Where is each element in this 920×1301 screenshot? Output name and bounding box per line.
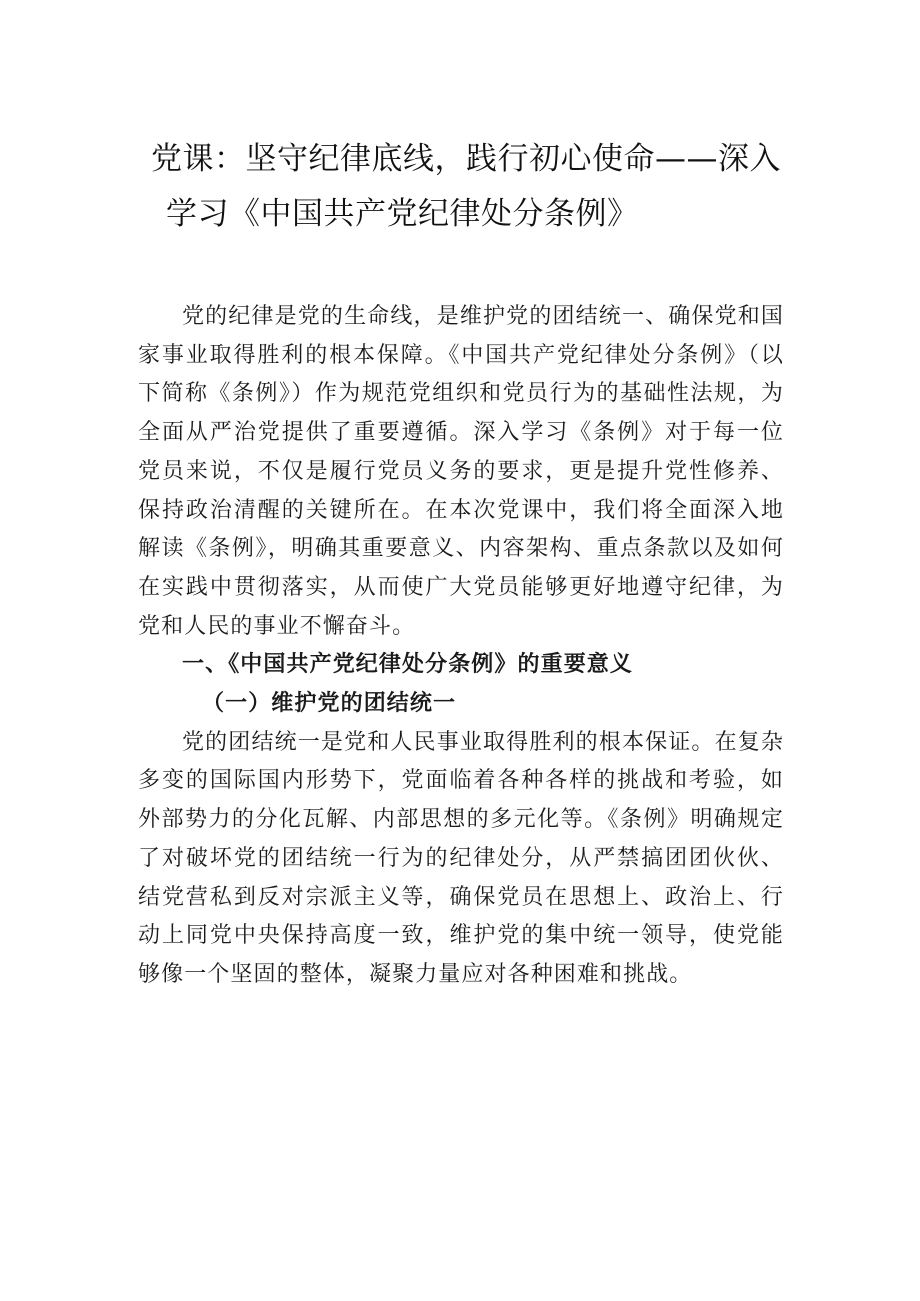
subsection-paragraph: 党的团结统一是党和人民事业取得胜利的根本保证。在复杂多变的国际国内形势下，党面临着各种各样的挑战和考验，如外部势力的分化瓦解、内部思想的多元化等。《条例》明确规定了对破坏党的团结统一行为的纪律处分，从严禁搞团团伙伙、结党营私到反对宗派主义等，确保党员在思想上、政治上、行动上同党中央保持高度一致，维护党的集中统一领导，使党能够像一个坚固的整体，凝聚力量应对各种困难和挑战。 (138, 729, 784, 987)
document-title (120, 132, 800, 242)
title-line-2: 学习《中国共产党纪律处分条例》 (166, 196, 639, 232)
intro-paragraph: 党的纪律是党的生命线，是维护党的团结统一、确保党和国家事业取得胜利的根本保障。《中国共产党纪律处分条例》（以下简称《条例》）作为规范党组织和党员行为的基础性法规，为全面从严治党提供了重要遵循。深入学习《条例》对于每一位党员来说，不仅是履行党员义务的要求，更是提升党性修养、保持政治清醒的关键所在。在本次党课中，我们将全面深入地解读《条例》，明确其重要意义、内容架构、重点条款以及如何在实践中贯彻落实，从而使广大党员能够更好地遵守纪律，为党和人民的事业不懈奋斗。 (138, 304, 784, 639)
document-body (138, 298, 784, 995)
title-line-1: 党课：坚守纪律底线，践行初心使命——深入 (151, 141, 781, 177)
section-heading: 一、《中国共产党纪律处分条例》的重要意义 (182, 652, 634, 678)
subsection-heading: （一）维护党的团结统一 (202, 691, 457, 717)
